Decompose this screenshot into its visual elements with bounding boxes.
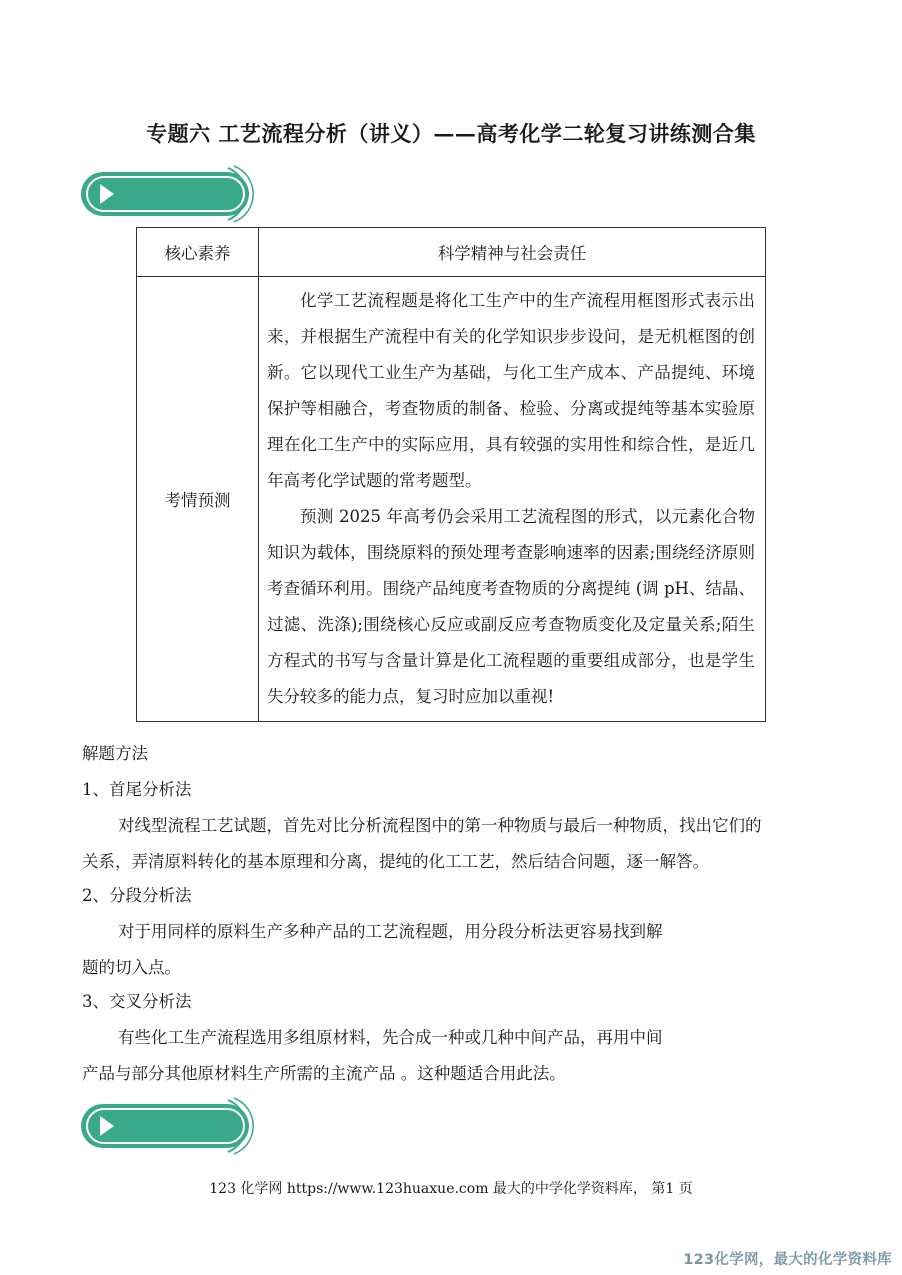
- method-1-title: 1、首尾分析法: [82, 780, 192, 799]
- method-3-title: 3、交叉分析法: [82, 992, 192, 1011]
- forecast-paragraph-2: 预测 2025 年高考仍会采用工艺流程图的形式，以元素化合物知识为载体，围绕原料的预处理考查影响速率的因素;围绕经济原则考查循环利用。围绕产品纯度考查物质的分离提纯 (调 pH、结晶、过滤、洗涤);围绕核心反应或副反应考查物质变化及定量关系;陌生方程式的书写与含量计算是化工流程题的重要组成部分，也是学生失分较多的能力点，复习时应加以重视!: [267, 507, 755, 706]
- play-icon: [78, 164, 262, 224]
- table-header-row: [137, 228, 766, 277]
- play-icon: [78, 1096, 262, 1156]
- row-label-forecast: 考情预测: [137, 277, 259, 722]
- method-3-body: [82, 1020, 822, 1092]
- site-watermark: 123化学网，最大的化学资料库: [683, 1252, 892, 1268]
- document-title: 专题六 工艺流程分析（讲义）——高考化学二轮复习讲练测合集: [146, 121, 756, 146]
- table-row-forecast: [137, 277, 766, 722]
- method-3-line-2: 产品与部分其他原材料生产所需的主流产品 。这种题适合用此法。: [82, 1064, 566, 1083]
- forecast-paragraph-1: 化学工艺流程题是将化工生产中的生产流程用框图形式表示出来，并根据生产流程中有关的化学知识步步设问，是无机框图的创新。它以现代工业生产为基础，与化工生产成本、产品提纯、环境保护等相融合，考查物质的制备、检验、分离或提纯等基本实验原理在化工生产中的实际应用，具有较强的实用性和综合性，是近几年高考化学试题的常考题型。: [267, 291, 755, 490]
- header-science-spirit: 科学精神与社会责任: [259, 228, 766, 277]
- method-2-line-1: 对于用同样的原料生产多种产品的工艺流程题，用分段分析法更容易找到解: [118, 922, 663, 941]
- method-2-body: [82, 914, 822, 986]
- method-3-line-1: 有些化工生产流程选用多组原材料，先合成一种或几种中间产品，再用中间: [118, 1028, 663, 1047]
- method-2-line-2: 题的切入点。: [82, 958, 181, 977]
- core-literacy-table: [136, 227, 766, 722]
- methods-heading: 解题方法: [82, 744, 148, 763]
- method-2-title: 2、分段分析法: [82, 886, 192, 905]
- method-1-body: [82, 808, 822, 880]
- page-footer: 123 化学网 https://www.123huaxue.com 最大的中学化学资料库， 第1 页: [209, 1181, 693, 1197]
- section-badge-bottom: [78, 1096, 262, 1156]
- forecast-content: [259, 277, 766, 722]
- method-1-line-2: 关系，弄清原料转化的基本原理和分离，提纯的化工工艺，然后结合问题，逐一解答。: [82, 852, 709, 871]
- section-badge-top: [78, 164, 262, 224]
- method-1-line-1: 对线型流程工艺试题，首先对比分析流程图中的第一种物质与最后一种物质，找出它们的: [118, 816, 762, 835]
- header-core-literacy: 核心素养: [137, 228, 259, 277]
